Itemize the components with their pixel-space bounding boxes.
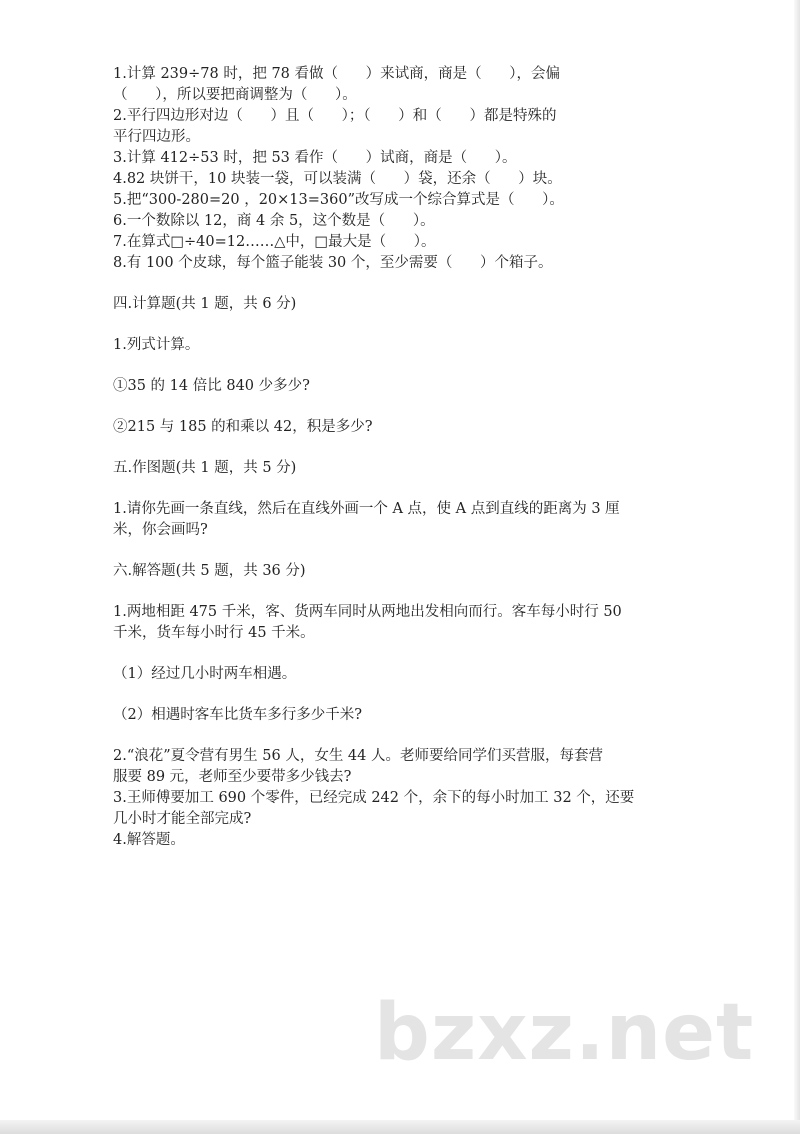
question-text: 1.列式计算。 <box>113 337 200 353</box>
question-text: 米，你会画吗? <box>113 522 208 538</box>
page-edge-shadow <box>794 0 800 1134</box>
fill-in-line: 平行四边形。 <box>113 129 200 145</box>
fill-in-line: 6.一个数除以 12，商 4 余 5，这个数是（ ）。 <box>113 213 435 229</box>
fill-in-line: 2.平行四边形对边（ ）且（ ）；（ ）和（ ）都是特殊的 <box>113 108 557 124</box>
watermark: bzxz.net <box>374 988 755 1078</box>
question-text: 1.请你先画一条直线，然后在直线外画一个 A 点，使 A 点到直线的距离为 3 厘 <box>113 501 620 517</box>
question-text: 服要 89 元，老师至少要带多少钱去? <box>113 769 352 785</box>
section-heading-drawing: 五.作图题(共 1 题，共 5 分) <box>113 460 297 476</box>
fill-in-line: （ ），所以要把商调整为（ ）。 <box>113 87 357 103</box>
question-text: ①35 的 14 倍比 840 少多少? <box>113 378 310 394</box>
question-text: 2.“浪花”夏令营有男生 56 人，女生 44 人。老师要给同学们买营服，每套营 <box>113 748 603 764</box>
fill-in-questions <box>113 64 678 274</box>
page-bottom-shadow <box>0 1120 800 1134</box>
fill-in-line: 8.有 100 个皮球，每个篮子能装 30 个，至少需要（ ）个箱子。 <box>113 255 553 271</box>
question-text: ②215 与 185 的和乘以 42，积是多少? <box>113 419 373 435</box>
fill-in-line: 4.82 块饼干，10 块装一袋，可以装满（ ）袋，还余（ ）块。 <box>113 171 562 187</box>
question-text: 4.解答题。 <box>113 832 185 848</box>
question-text: 3.王师傅要加工 690 个零件，已经完成 242 个，余下的每小时加工 32 个，还要 <box>113 790 635 806</box>
sub-question-text: （2）相遇时客车比货车多行多少千米? <box>113 707 362 723</box>
fill-in-line: 5.把“300-280=20 ，20×13=360”改写成一个综合算式是（ ）。 <box>113 192 564 208</box>
section-heading-solve: 六.解答题(共 5 题，共 36 分) <box>113 563 306 579</box>
sub-question-text: （1）经过几小时两车相遇。 <box>113 666 297 682</box>
fill-in-line: 1.计算 239÷78 时，把 78 看做（ ）来试商，商是（ ），会偏 <box>113 66 561 82</box>
question-text: 几小时才能全部完成? <box>113 811 252 827</box>
fill-in-line: 7.在算式□÷40=12……△中，□最大是（ ）。 <box>113 234 436 250</box>
page-content <box>113 64 678 851</box>
fill-in-line: 3.计算 412÷53 时，把 53 看作（ ）试商，商是（ ）。 <box>113 150 517 166</box>
section-heading-calculation: 四.计算题(共 1 题，共 6 分) <box>113 296 297 312</box>
question-text: 千米，货车每小时行 45 千米。 <box>113 625 315 641</box>
question-text: 1.两地相距 475 千米，客、货两车同时从两地出发相向而行。客车每小时行 50 <box>113 604 622 620</box>
